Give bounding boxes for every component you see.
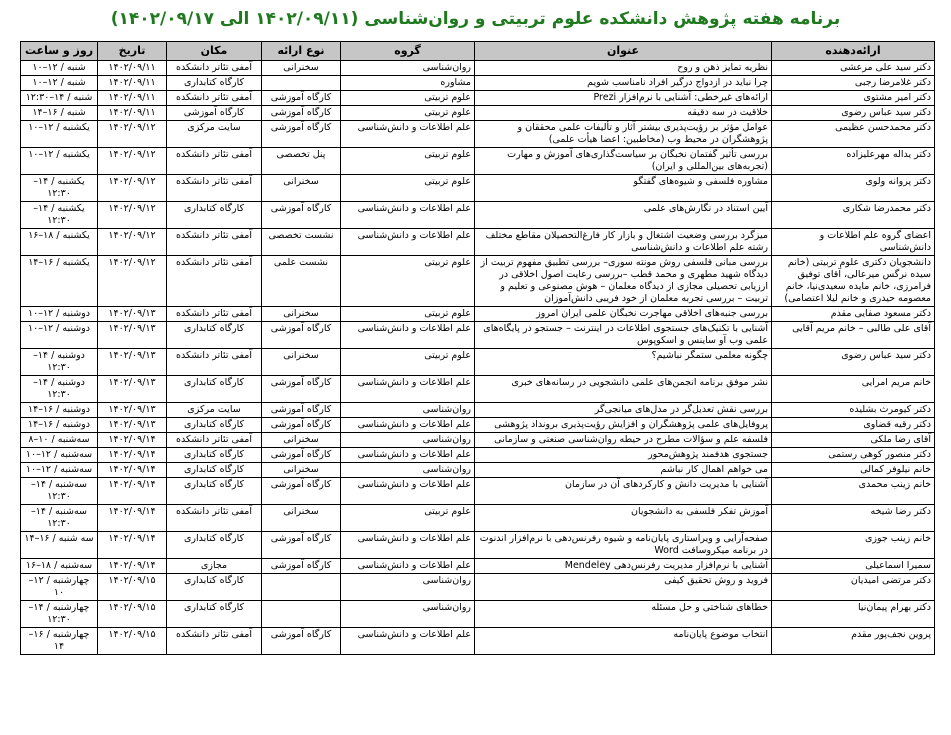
- cell-daytime: سه‌شنبه / ۱۲–۱۰: [21, 448, 98, 463]
- cell-place: آمفی تئاتر دانشکده: [167, 505, 262, 532]
- cell-place: کارگاه کتابداری: [167, 376, 262, 403]
- cell-daytime: یکشنبه / ۱۲–۱۰: [21, 148, 98, 175]
- cell-place: کارگاه کتابداری: [167, 532, 262, 559]
- cell-group: علم اطلاعات و دانش‌شناسی: [341, 121, 475, 148]
- cell-place: آمفی تئاتر دانشکده: [167, 148, 262, 175]
- cell-group: روان‌شناسی: [341, 463, 475, 478]
- cell-date: ۱۴۰۲/۰۹/۱۴: [98, 448, 167, 463]
- header-date: تاریخ: [98, 42, 167, 61]
- cell-topic: عوامل مؤثر بر رؤیت‌پذیری بیشتر آثار و تألیفات علمی محققان و پژوهشگران در محیط وب (مخاطبین: اعضا هیأت علمی): [475, 121, 772, 148]
- cell-topic: بررسی جنبه‌های اخلاقی مهاجرت نخبگان علمی ایران امروز: [475, 307, 772, 322]
- cell-daytime: چهارشنبه / ۱۲–۱۰: [21, 574, 98, 601]
- cell-presenter: خانم مریم امرایی: [772, 376, 935, 403]
- table-row: [21, 601, 935, 628]
- cell-date: ۱۴۰۲/۰۹/۱۴: [98, 478, 167, 505]
- cell-presenter: دکتر یداله مهرعلیزاده: [772, 148, 935, 175]
- cell-presenter: دکتر مرتضی امیدیان: [772, 574, 935, 601]
- cell-presenter: دکتر سید علی مرعشی: [772, 61, 935, 76]
- header-group: گروه: [341, 42, 475, 61]
- cell-presenter: دکتر غلامرضا رجبی: [772, 76, 935, 91]
- cell-group: علوم تربیتی: [341, 256, 475, 307]
- cell-date: ۱۴۰۲/۰۹/۱۲: [98, 202, 167, 229]
- cell-presenter: دکتر محمدحسن عظیمی: [772, 121, 935, 148]
- table-row: [21, 148, 935, 175]
- cell-topic: نشر موفق برنامه انجمن‌های علمی دانشجویی در رسانه‌های خبری: [475, 376, 772, 403]
- cell-group: روان‌شناسی: [341, 403, 475, 418]
- cell-date: ۱۴۰۲/۰۹/۱۳: [98, 322, 167, 349]
- cell-place: سایت مرکزی: [167, 403, 262, 418]
- table-row: [21, 76, 935, 91]
- cell-group: علم اطلاعات و دانش‌شناسی: [341, 559, 475, 574]
- table-header-row: [21, 42, 935, 61]
- cell-group: علم اطلاعات و دانش‌شناسی: [341, 532, 475, 559]
- table-row: [21, 256, 935, 307]
- cell-date: ۱۴۰۲/۰۹/۱۳: [98, 307, 167, 322]
- cell-place: آمفی تئاتر دانشکده: [167, 175, 262, 202]
- cell-group: علوم تربیتی: [341, 175, 475, 202]
- cell-group: روان‌شناسی: [341, 433, 475, 448]
- cell-topic: میزگرد بررسی وضعیت اشتغال و بازار کار فارغ‌التحصیلان مقاطع مختلف رشته علم اطلاعات و دانش‌شناسی: [475, 229, 772, 256]
- cell-daytime: یکشنبه / ۱۴–۱۲:۳۰: [21, 175, 98, 202]
- cell-presenter: دکتر رقیه قضاوی: [772, 418, 935, 433]
- cell-daytime: یکشنبه / ۱۴–۱۲:۳۰: [21, 202, 98, 229]
- cell-presenter: دکتر بهرام پیمان‌نیا: [772, 601, 935, 628]
- cell-place: آمفی تئاتر دانشکده: [167, 433, 262, 448]
- header-type: نوع ارائه: [262, 42, 341, 61]
- cell-type: کارگاه آموزشی: [262, 322, 341, 349]
- cell-type: کارگاه آموزشی: [262, 376, 341, 403]
- cell-type: کارگاه آموزشی: [262, 478, 341, 505]
- cell-date: ۱۴۰۲/۰۹/۱۱: [98, 106, 167, 121]
- cell-daytime: شنبه / ۱۶–۱۴: [21, 106, 98, 121]
- cell-group: روان‌شناسی: [341, 574, 475, 601]
- cell-daytime: سه‌شنبه / ۱۴–۱۲:۳۰: [21, 505, 98, 532]
- cell-daytime: شنبه / ۱۴–۱۲:۳۰: [21, 91, 98, 106]
- cell-presenter: دانشجویان دکتری علوم تربیتی (خانم سیده نرگس میرعالی، آقای توفیق فرامرزی، خانم مایده سعیدی‌نیا، خانم معصومه حیدری و خانم لیلا اعتصامی): [772, 256, 935, 307]
- cell-date: ۱۴۰۲/۰۹/۱۱: [98, 76, 167, 91]
- cell-topic: می خواهم اهمال کار نباشم: [475, 463, 772, 478]
- cell-topic: آشنایی با تکنیک‌های جستجوی اطلاعات در اینترنت – جستجو در پایگاه‌های علمی وب آو ساینس و اسکوپوس: [475, 322, 772, 349]
- cell-type: [262, 574, 341, 601]
- cell-date: ۱۴۰۲/۰۹/۱۲: [98, 256, 167, 307]
- cell-type: کارگاه آموزشی: [262, 202, 341, 229]
- cell-group: روان‌شناسی: [341, 601, 475, 628]
- table-row: [21, 478, 935, 505]
- cell-daytime: سه شنبه / ۱۶–۱۴: [21, 532, 98, 559]
- cell-place: کارگاه کتابداری: [167, 574, 262, 601]
- header-presenter: ارائه‌دهنده: [772, 42, 935, 61]
- cell-place: آمفی تئاتر دانشکده: [167, 307, 262, 322]
- cell-place: آمفی تئاتر دانشکده: [167, 61, 262, 76]
- cell-place: کارگاه کتابداری: [167, 418, 262, 433]
- cell-presenter: خانم زینب جوزی: [772, 532, 935, 559]
- cell-place: مجازی: [167, 559, 262, 574]
- cell-group: علوم تربیتی: [341, 349, 475, 376]
- cell-date: ۱۴۰۲/۰۹/۱۴: [98, 532, 167, 559]
- cell-date: ۱۴۰۲/۰۹/۱۱: [98, 61, 167, 76]
- cell-type: سخنرانی: [262, 61, 341, 76]
- cell-topic: آموزش تفکر فلسفی به دانشجویان: [475, 505, 772, 532]
- cell-type: سخنرانی: [262, 349, 341, 376]
- cell-type: نشست تخصصی: [262, 229, 341, 256]
- cell-daytime: شنبه / ۱۲–۱۰: [21, 61, 98, 76]
- table-row: [21, 307, 935, 322]
- cell-date: ۱۴۰۲/۰۹/۱۴: [98, 505, 167, 532]
- table-row: [21, 574, 935, 601]
- cell-daytime: دوشنبه / ۱۶–۱۴: [21, 403, 98, 418]
- table-row: [21, 505, 935, 532]
- cell-type: سخنرانی: [262, 307, 341, 322]
- cell-topic: خلاقیت در سه دقیقه: [475, 106, 772, 121]
- cell-presenter: خانم نیلوفر کمالی: [772, 463, 935, 478]
- cell-type: کارگاه آموزشی: [262, 559, 341, 574]
- table-row: [21, 91, 935, 106]
- cell-place: کارگاه کتابداری: [167, 322, 262, 349]
- table-row: [21, 175, 935, 202]
- cell-place: سایت مرکزی: [167, 121, 262, 148]
- cell-presenter: آقای رضا ملکی: [772, 433, 935, 448]
- cell-presenter: دکتر مسعود صفایی مقدم: [772, 307, 935, 322]
- cell-presenter: اعضای گروه علم اطلاعات و دانش‌شناسی: [772, 229, 935, 256]
- cell-daytime: دوشنبه / ۱۴–۱۲:۳۰: [21, 376, 98, 403]
- cell-topic: جستجوی هدفمند پژوهش‌محور: [475, 448, 772, 463]
- cell-group: علوم تربیتی: [341, 91, 475, 106]
- table-row: [21, 376, 935, 403]
- cell-group: علم اطلاعات و دانش‌شناسی: [341, 418, 475, 433]
- cell-presenter: دکتر رضا شیخه: [772, 505, 935, 532]
- cell-type: سخنرانی: [262, 463, 341, 478]
- cell-presenter: دکتر کیومرث بشلیده: [772, 403, 935, 418]
- cell-group: علوم تربیتی: [341, 148, 475, 175]
- cell-topic: چگونه معلمی ستمگر نباشیم؟: [475, 349, 772, 376]
- cell-date: ۱۴۰۲/۰۹/۱۳: [98, 418, 167, 433]
- cell-type: [262, 76, 341, 91]
- cell-daytime: یکشنبه / ۱۶–۱۴: [21, 256, 98, 307]
- cell-topic: چرا نباید در ازدواج درگیر افراد نامناسب شویم: [475, 76, 772, 91]
- cell-topic: آشنایی با نرم‌افزار مدیریت رفرنس‌دهی Mendeley: [475, 559, 772, 574]
- cell-topic: آشنایی با مدیریت دانش و کارکردهای آن در سازمان: [475, 478, 772, 505]
- cell-group: علم اطلاعات و دانش‌شناسی: [341, 322, 475, 349]
- cell-place: کارگاه کتابداری: [167, 448, 262, 463]
- cell-place: آمفی تئاتر دانشکده: [167, 229, 262, 256]
- cell-date: ۱۴۰۲/۰۹/۱۲: [98, 175, 167, 202]
- cell-type: کارگاه آموزشی: [262, 121, 341, 148]
- cell-place: آمفی تئاتر دانشکده: [167, 256, 262, 307]
- cell-presenter: دکتر امیر مشتوی: [772, 91, 935, 106]
- cell-place: کارگاه کتابداری: [167, 463, 262, 478]
- cell-presenter: پروین نجف‌پور مقدم: [772, 628, 935, 655]
- cell-place: کارگاه کتابداری: [167, 202, 262, 229]
- cell-type: کارگاه آموزشی: [262, 106, 341, 121]
- cell-date: ۱۴۰۲/۰۹/۱۵: [98, 574, 167, 601]
- table-row: [21, 121, 935, 148]
- cell-group: علم اطلاعات و دانش‌شناسی: [341, 478, 475, 505]
- cell-topic: بررسی مبانی فلسفی روش مونته سوری– بررسی تطبیق مفهوم تربیت از دیدگاه شهید مطهری و محمد قطب –بررسی رعایت اصول اخلاقی در ارزیابی تحصیلی مجازی از دیدگاه معلمان – هوش مصنوعی و تعلیم و تربیت – بررسی تجربه معلمان از خود فریبی دانش‌آموزان: [475, 256, 772, 307]
- cell-place: کارگاه آموزشی: [167, 106, 262, 121]
- cell-place: آمفی تئاتر دانشکده: [167, 628, 262, 655]
- cell-presenter: دکتر منصور کوهی رستمی: [772, 448, 935, 463]
- table-row: [21, 229, 935, 256]
- table-row: [21, 433, 935, 448]
- cell-type: کارگاه آموزشی: [262, 628, 341, 655]
- cell-daytime: یکشنبه / ۱۲–۱۰: [21, 121, 98, 148]
- cell-type: سخنرانی: [262, 505, 341, 532]
- cell-topic: فروید و روش تحقیق کیفی: [475, 574, 772, 601]
- cell-group: علم اطلاعات و دانش‌شناسی: [341, 628, 475, 655]
- cell-type: سخنرانی: [262, 433, 341, 448]
- table-row: [21, 403, 935, 418]
- cell-place: آمفی تئاتر دانشکده: [167, 349, 262, 376]
- cell-topic: بررسی تأثیر گفتمان نخبگان بر سیاست‌گذاری‌های آموزش و مهارت (تجربه‌های بین‌المللی و ایران): [475, 148, 772, 175]
- cell-daytime: دوشنبه / ۱۶–۱۴: [21, 418, 98, 433]
- cell-daytime: شنبه / ۱۲–۱۰: [21, 76, 98, 91]
- cell-topic: پروفایل‌های علمی پژوهشگران و افزایش رؤیت‌پذیری برونداد پژوهشی: [475, 418, 772, 433]
- cell-presenter: دکتر سید عباس رضوی: [772, 349, 935, 376]
- table-row: [21, 322, 935, 349]
- cell-date: ۱۴۰۲/۰۹/۱۵: [98, 628, 167, 655]
- cell-daytime: دوشنبه / ۱۴–۱۲:۳۰: [21, 349, 98, 376]
- cell-daytime: سه‌شنبه / ۱۲–۱۰: [21, 463, 98, 478]
- table-row: [21, 106, 935, 121]
- cell-daytime: دوشنبه / ۱۲–۱۰: [21, 322, 98, 349]
- cell-place: کارگاه کتابداری: [167, 76, 262, 91]
- cell-type: [262, 601, 341, 628]
- cell-daytime: چهارشنبه / ۱۶–۱۴: [21, 628, 98, 655]
- table-row: [21, 559, 935, 574]
- cell-topic: انتخاب موضوع پایان‌نامه: [475, 628, 772, 655]
- cell-topic: مشاوره فلسفی و شیوه‌های گفتگو: [475, 175, 772, 202]
- cell-group: علم اطلاعات و دانش‌شناسی: [341, 229, 475, 256]
- cell-presenter: آقای علی طالبی – خانم مریم آقایی: [772, 322, 935, 349]
- cell-topic: نظریه تمایز ذهن و روح: [475, 61, 772, 76]
- cell-topic: آیین استناد در نگارش‌های علمی: [475, 202, 772, 229]
- cell-group: علوم تربیتی: [341, 505, 475, 532]
- cell-daytime: دوشنبه / ۱۲–۱۰: [21, 307, 98, 322]
- cell-date: ۱۴۰۲/۰۹/۱۳: [98, 403, 167, 418]
- cell-type: نشست علمی: [262, 256, 341, 307]
- cell-date: ۱۴۰۲/۰۹/۱۴: [98, 559, 167, 574]
- cell-date: ۱۴۰۲/۰۹/۱۳: [98, 376, 167, 403]
- cell-topic: ارائه‌های غیرخطی: آشنایی با نرم‌افزار Prezi: [475, 91, 772, 106]
- cell-presenter: دکتر پروانه ولوی: [772, 175, 935, 202]
- cell-date: ۱۴۰۲/۰۹/۱۴: [98, 463, 167, 478]
- cell-type: کارگاه آموزشی: [262, 448, 341, 463]
- cell-date: ۱۴۰۲/۰۹/۱۱: [98, 91, 167, 106]
- table-row: [21, 463, 935, 478]
- cell-topic: فلسفه علم و سؤالات مطرح در حیطه روان‌شناسی صنعتی و سازمانی: [475, 433, 772, 448]
- cell-date: ۱۴۰۲/۰۹/۱۲: [98, 229, 167, 256]
- cell-type: پنل تخصصی: [262, 148, 341, 175]
- cell-date: ۱۴۰۲/۰۹/۱۲: [98, 121, 167, 148]
- cell-group: علم اطلاعات و دانش‌شناسی: [341, 376, 475, 403]
- cell-date: ۱۴۰۲/۰۹/۱۳: [98, 349, 167, 376]
- cell-type: سخنرانی: [262, 175, 341, 202]
- cell-group: علوم تربیتی: [341, 106, 475, 121]
- header-place: مکان: [167, 42, 262, 61]
- cell-type: کارگاه آموزشی: [262, 418, 341, 433]
- cell-place: کارگاه کتابداری: [167, 478, 262, 505]
- cell-date: ۱۴۰۲/۰۹/۱۲: [98, 148, 167, 175]
- cell-date: ۱۴۰۲/۰۹/۱۴: [98, 433, 167, 448]
- cell-place: کارگاه کتابداری: [167, 601, 262, 628]
- table-row: [21, 532, 935, 559]
- page-title: برنامه هفته پژوهش دانشکده علوم تربیتی و روان‌شناسی (۱۴۰۲/۰۹/۱۱ الی ۱۴۰۲/۰۹/۱۷): [110, 9, 841, 29]
- cell-group: مشاوره: [341, 76, 475, 91]
- table-row: [21, 202, 935, 229]
- cell-presenter: سمیرا اسماعیلی: [772, 559, 935, 574]
- cell-date: ۱۴۰۲/۰۹/۱۵: [98, 601, 167, 628]
- cell-place: آمفی تئاتر دانشکده: [167, 91, 262, 106]
- cell-group: علم اطلاعات و دانش‌شناسی: [341, 202, 475, 229]
- cell-type: کارگاه آموزشی: [262, 403, 341, 418]
- cell-presenter: دکتر محمدرضا شکاری: [772, 202, 935, 229]
- cell-group: علوم تربیتی: [341, 307, 475, 322]
- cell-daytime: چهارشنبه / ۱۴–۱۲:۳۰: [21, 601, 98, 628]
- table-row: [21, 448, 935, 463]
- cell-presenter: دکتر سید عباس رضوی: [772, 106, 935, 121]
- cell-presenter: خانم زینب محمدی: [772, 478, 935, 505]
- cell-daytime: سه‌شنبه / ۱۴–۱۲:۳۰: [21, 478, 98, 505]
- table-row: [21, 628, 935, 655]
- table-row: [21, 349, 935, 376]
- header-daytime: روز و ساعت: [21, 42, 98, 61]
- header-topic: عنوان: [475, 42, 772, 61]
- cell-daytime: سه‌شنبه / ۱۸–۱۶: [21, 559, 98, 574]
- cell-daytime: سه‌شنبه / ۱۰–۸: [21, 433, 98, 448]
- cell-daytime: یکشنبه / ۱۸–۱۶: [21, 229, 98, 256]
- cell-topic: خطاهای شناختی و حل مسئله: [475, 601, 772, 628]
- cell-topic: بررسی نقش تعدیل‌گر در مدل‌های میانجی‌گر: [475, 403, 772, 418]
- cell-group: روان‌شناسی: [341, 61, 475, 76]
- cell-group: علم اطلاعات و دانش‌شناسی: [341, 448, 475, 463]
- cell-type: کارگاه آموزشی: [262, 91, 341, 106]
- table-row: [21, 61, 935, 76]
- cell-topic: صفحه‌آرایی و ویراستاری پایان‌نامه و شیوه رفرنس‌دهی با نرم‌افزار اندنوت در برنامه میکروسافت Word: [475, 532, 772, 559]
- cell-type: کارگاه آموزشی: [262, 532, 341, 559]
- schedule-table: [20, 41, 935, 655]
- table-row: [21, 418, 935, 433]
